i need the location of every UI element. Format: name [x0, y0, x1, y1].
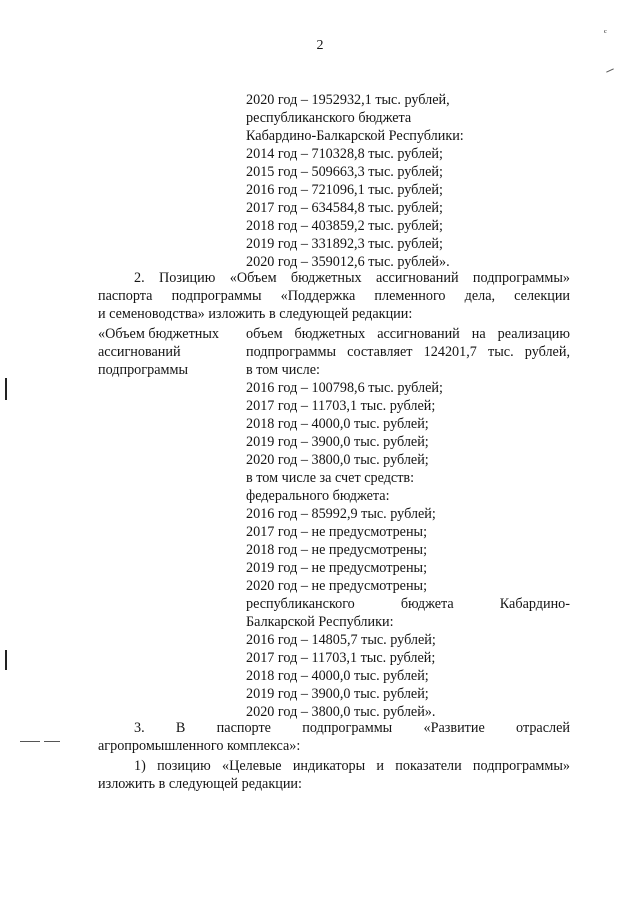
table-value-line: 2016 год – 100798,6 тыс. рублей;	[246, 380, 443, 396]
section2-line: 2. Позицию «Объем бюджетных ассигнований подпрограммы»	[134, 270, 570, 286]
table-value-line: республиканского бюджета Кабардино-	[246, 596, 570, 612]
table-value-line: 2020 год – 3800,0 тыс. рублей».	[246, 704, 436, 720]
table-value-line: объем бюджетных ассигнований на реализацию	[246, 326, 570, 342]
table-value-line: в том числе:	[246, 362, 320, 378]
table-value-line: 2018 год – 4000,0 тыс. рублей;	[246, 668, 429, 684]
intro-line: 2020 год – 359012,6 тыс. рублей».	[246, 254, 450, 270]
table-value-line: 2016 год – 14805,7 тыс. рублей;	[246, 632, 436, 648]
table-value-line: 2018 год – не предусмотрены;	[246, 542, 428, 558]
section3-line: агропромышленного комплекса»:	[98, 738, 301, 754]
intro-line: Кабардино-Балкарской Республики:	[246, 128, 464, 144]
scan-mark: ᶜ	[604, 27, 607, 39]
scan-mark	[20, 741, 40, 742]
table-value-line: 2019 год – 3900,0 тыс. рублей;	[246, 434, 429, 450]
table-value-line: 2017 год – не предусмотрены;	[246, 524, 428, 540]
intro-line: 2018 год – 403859,2 тыс. рублей;	[246, 218, 443, 234]
scan-mark	[5, 378, 7, 400]
table-value-line: в том числе за счет средств:	[246, 470, 415, 486]
table-value-line: Балкарской Республики:	[246, 614, 394, 630]
intro-line: республиканского бюджета	[246, 110, 412, 126]
intro-line: 2014 год – 710328,8 тыс. рублей;	[246, 146, 443, 162]
section2-line: и семеноводства» изложить в следующей редакции:	[98, 306, 413, 322]
scan-mark	[606, 68, 614, 72]
intro-line: 2016 год – 721096,1 тыс. рублей;	[246, 182, 443, 198]
table-label-line: ассигнований	[98, 344, 181, 360]
section2-line: паспорта подпрограммы «Поддержка племенного дела, селекции	[98, 288, 570, 304]
table-value-line: подпрограммы составляет 124201,7 тыс. рублей,	[246, 344, 570, 360]
table-value-line: 2020 год – не предусмотрены;	[246, 578, 428, 594]
intro-line: 2019 год – 331892,3 тыс. рублей;	[246, 236, 443, 252]
table-value-line: 2016 год – 85992,9 тыс. рублей;	[246, 506, 436, 522]
scan-mark	[5, 650, 7, 670]
table-value-line: 2019 год – не предусмотрены;	[246, 560, 428, 576]
intro-line: 2020 год – 1952932,1 тыс. рублей,	[246, 92, 450, 108]
table-value-line: 2017 год – 11703,1 тыс. рублей;	[246, 398, 436, 414]
table-value-line: 2017 год – 11703,1 тыс. рублей;	[246, 650, 436, 666]
table-value-line: 2019 год – 3900,0 тыс. рублей;	[246, 686, 429, 702]
section3-line: 1) позицию «Целевые индикаторы и показатели подпрограммы»	[134, 758, 570, 774]
intro-line: 2015 год – 509663,3 тыс. рублей;	[246, 164, 443, 180]
section3-line: изложить в следующей редакции:	[98, 776, 302, 792]
scan-mark	[44, 741, 60, 742]
section3-line: 3. В паспорте подпрограммы «Развитие отраслей	[134, 720, 570, 736]
table-label-line: подпрограммы	[98, 362, 188, 378]
page-number: 2	[316, 38, 324, 53]
table-label-line: «Объем бюджетных	[98, 326, 220, 342]
intro-line: 2017 год – 634584,8 тыс. рублей;	[246, 200, 443, 216]
table-value-line: 2020 год – 3800,0 тыс. рублей;	[246, 452, 429, 468]
table-value-line: федерального бюджета:	[246, 488, 390, 504]
table-value-line: 2018 год – 4000,0 тыс. рублей;	[246, 416, 429, 432]
